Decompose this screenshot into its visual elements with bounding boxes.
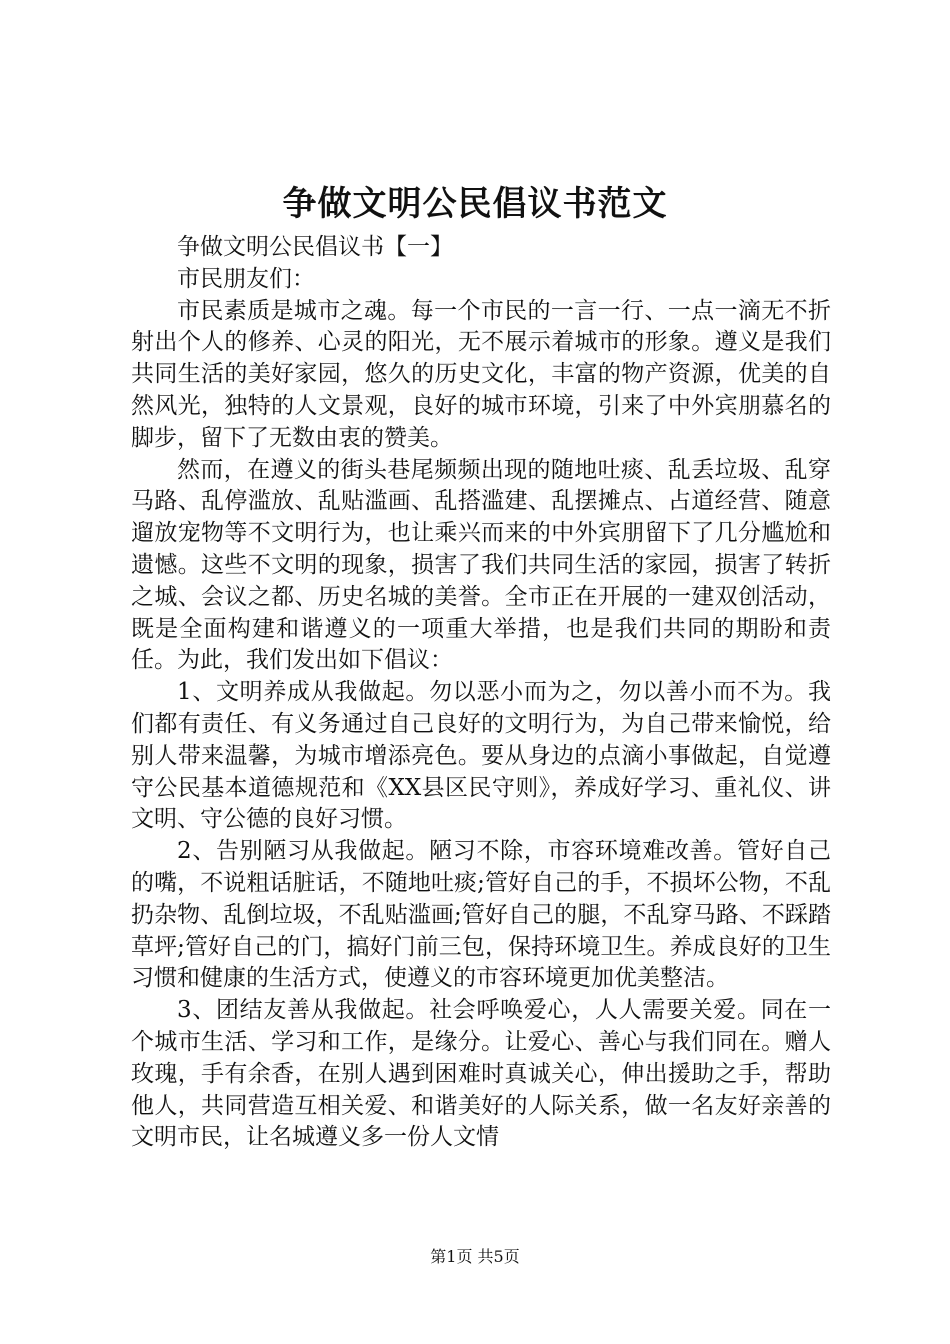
- body-paragraph: 3、团结友善从我做起。社会呼唤爱心，人人需要关爱。同在一个城市生活、学习和工作，是缘分。让爱心、善心与我们同在。赠人玫瑰，手有余香，在别人遇到困难时真诚关心，伸出援助之手，帮助他人，共同营造互相关爱、和谐美好的人际关系，做一名友好亲善的文明市民，让名城遵义多一份人文情: [131, 997, 831, 1151]
- section-heading: 争做文明公民倡议书【一】: [177, 234, 453, 260]
- body-paragraph: 1、文明养成从我做起。勿以恶小而为之，勿以善小而不为。我们都有责任、有义务通过自己良好的文明行为，为自己带来愉悦，给别人带来温馨，为城市增添亮色。要从身边的点滴小事做起，自觉遵守公民基本道德规范和《XX县区民守则》，养成好学习、重礼仪、讲文明、守公德的良好习惯。: [131, 679, 831, 833]
- document-body: [131, 232, 831, 1154]
- total-pages: 共5页: [477, 1247, 520, 1266]
- body-paragraph: 市民素质是城市之魂。每一个市民的一言一行、一点一滴无不折射出个人的修养、心灵的阳光，无不展示着城市的形象。遵义是我们共同生活的美好家园，悠久的历史文化，丰富的物产资源，优美的自然风光，独特的人文景观，良好的城市环境，引来了中外宾朋慕名的脚步，留下了无数由衷的赞美。: [131, 297, 831, 451]
- page-footer: [0, 1246, 950, 1268]
- page-number: 第1页: [430, 1247, 473, 1266]
- body-paragraph: 然而，在遵义的街头巷尾频频出现的随地吐痰、乱丢垃圾、乱穿马路、乱停滥放、乱贴滥画、乱搭滥建、乱摆摊点、占道经营、随意遛放宠物等不文明行为，也让乘兴而来的中外宾朋留下了几分尴尬和遗憾。这些不文明的现象，损害了我们共同生活的家园，损害了转折之城、会议之都、历史名城的美誉。全市正在开展的一建双创活动，既是全面构建和谐遵义的一项重大举措，也是我们共同的期盼和责任。为此，我们发出如下倡议：: [131, 456, 831, 674]
- document-title: 争做文明公民倡议书范文: [282, 184, 668, 224]
- body-paragraph: 2、告别陋习从我做起。陋习不除，市容环境难改善。管好自己的嘴，不说粗话脏话，不随地吐痰;管好自己的手，不损坏公物，不乱扔杂物、乱倒垃圾，不乱贴滥画;管好自己的腿，不乱穿马路、不踩踏草坪;管好自己的门，搞好门前三包，保持环境卫生。养成良好的卫生习惯和健康的生活方式，使遵义的市容环境更加优美整洁。: [131, 838, 831, 992]
- salutation: 市民朋友们：: [177, 265, 315, 292]
